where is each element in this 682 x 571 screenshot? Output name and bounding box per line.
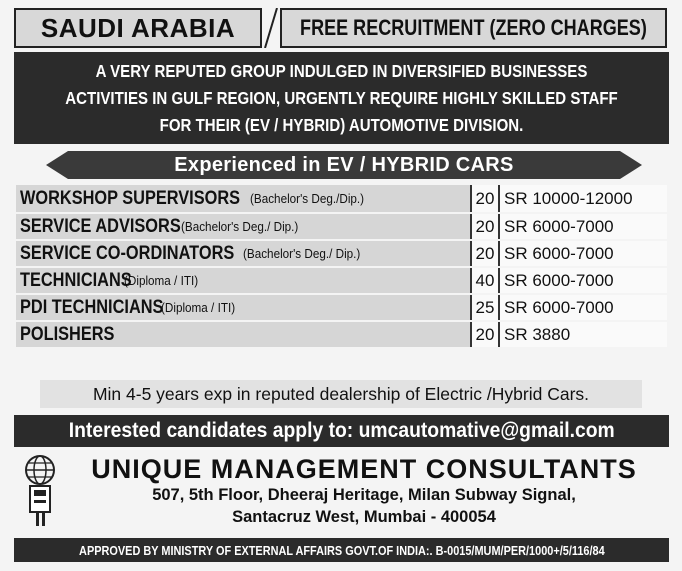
position-count: 20 — [470, 214, 500, 239]
company-address-line-1: 507, 5th Floor, Dheeraj Heritage, Milan Subway Signal, — [152, 486, 576, 504]
apply-text: Interested candidates apply to: umcautomative@gmail.com — [68, 419, 615, 442]
table-row — [16, 212, 667, 239]
position-cell — [16, 214, 470, 239]
experience-banner — [46, 151, 642, 179]
position-title: SERVICE ADVISORS — [20, 215, 181, 237]
position-salary: SR 3880 — [500, 322, 667, 347]
banner-label: Experienced in EV / HYBRID CARS — [174, 153, 514, 176]
position-cell — [16, 322, 470, 347]
position-cell — [16, 185, 470, 212]
position-count: 25 — [470, 295, 500, 320]
position-count: 20 — [470, 322, 500, 347]
position-title: WORKSHOP SUPERVISORS — [20, 187, 241, 209]
company-logo-icon — [22, 454, 62, 528]
apply-bar — [14, 415, 669, 447]
intro-block — [14, 52, 669, 144]
position-cell — [16, 241, 470, 266]
positions-table — [16, 185, 667, 347]
position-qualification: (Bachelor's Deg./ Dip.) — [180, 219, 299, 234]
position-qualification: (Diploma / ITI) — [123, 273, 198, 288]
position-cell — [16, 295, 470, 320]
country-label: SAUDI ARABIA — [14, 8, 262, 48]
experience-note — [40, 380, 642, 408]
intro-line-3: FOR THEIR (EV / HYBRID) AUTOMOTIVE DIVISION. — [159, 115, 524, 135]
position-salary: SR 6000-7000 — [500, 214, 667, 239]
position-count: 20 — [470, 185, 500, 212]
position-qualification: (Bachelor's Deg./ Dip.) — [243, 246, 361, 261]
company-block — [14, 452, 669, 532]
table-row — [16, 266, 667, 293]
table-row — [16, 320, 667, 347]
slash-divider-icon — [262, 8, 280, 48]
approval-bar — [14, 538, 669, 562]
position-title: TECHNICIANS — [20, 269, 132, 291]
position-title: SERVICE CO-ORDINATORS — [20, 242, 235, 264]
position-salary: SR 6000-7000 — [500, 295, 667, 320]
position-qualification: (Diploma / ITI) — [160, 300, 235, 315]
position-salary: SR 6000-7000 — [500, 241, 667, 266]
position-title: POLISHERS — [20, 323, 115, 345]
table-row — [16, 293, 667, 320]
position-title: PDI TECHNICIANS — [20, 296, 164, 318]
tagline-label: FREE RECRUITMENT (ZERO CHARGES) — [300, 15, 647, 40]
intro-line-1: A VERY REPUTED GROUP INDULGED IN DIVERSIFIED BUSINESSES — [95, 61, 588, 81]
position-salary: SR 10000-12000 — [500, 185, 667, 212]
header — [14, 8, 669, 48]
company-name: UNIQUE MANAGEMENT CONSULTANTS — [91, 454, 637, 484]
position-count: 40 — [470, 268, 500, 293]
experience-note-text: Min 4-5 years exp in reputed dealership of Electric /Hybrid Cars. — [92, 383, 590, 404]
company-address-line-2: Santacruz West, Mumbai - 400054 — [232, 508, 496, 526]
position-salary: SR 6000-7000 — [500, 268, 667, 293]
position-count: 20 — [470, 241, 500, 266]
intro-line-2: ACTIVITIES IN GULF REGION, URGENTLY REQUIRE HIGHLY SKILLED STAFF — [65, 88, 618, 108]
table-row — [16, 185, 667, 212]
table-row — [16, 239, 667, 266]
approval-text: APPROVED BY MINISTRY OF EXTERNAL AFFAIRS GOVT.OF INDIA:. B-0015/MUM/PER/1000+/5/116/84 — [78, 542, 605, 558]
tagline-box — [280, 8, 667, 48]
position-qualification: (Bachelor's Deg./Dip.) — [249, 191, 364, 206]
position-cell — [16, 268, 470, 293]
